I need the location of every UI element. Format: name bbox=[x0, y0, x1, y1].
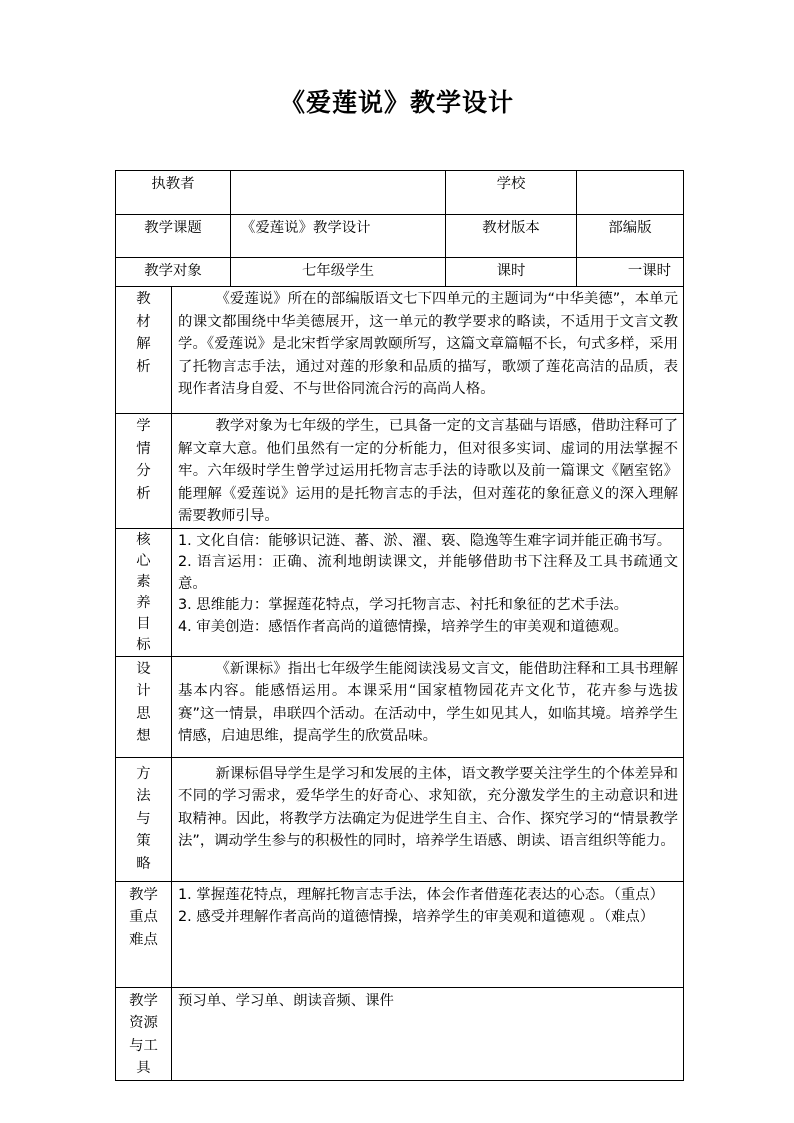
learner-analysis-row bbox=[116, 414, 684, 529]
resources-text: 预习单、学习单、朗读音频、课件 bbox=[172, 987, 684, 1080]
textbook-analysis-text: 《爱莲说》所在的部编版语文七下四单元的主题词为“中华美德”，本单元的课文都围绕中华美德展开，这一单元的教学要求的略读，不适用于文言文教学。《爱莲说》是北宋哲学家周敦颐所写，这篇文章篇幅不长，句式多样，采用了托物言志手法，通过对莲的形象和品质的描写，歌颂了莲花高洁的品质，表现作者洁身自爱、不与世俗同流合污的高尚人格。 bbox=[172, 287, 684, 414]
school-label: 学校 bbox=[446, 171, 577, 215]
resources-label: 教学 资源 与工 具 bbox=[116, 987, 172, 1080]
table-row bbox=[116, 258, 684, 287]
key-points-row bbox=[116, 881, 684, 987]
list-item: 1. 文化自信：能够识记涟、蕃、淤、濯、亵、隐逸等生难字词并能正确书写。 bbox=[178, 532, 672, 549]
list-item: 4. 审美创造：感悟作者高尚的道德情操，培养学生的审美观和道德观。 bbox=[178, 618, 629, 635]
lesson-design-table bbox=[115, 170, 684, 1081]
edition-label: 教材版本 bbox=[446, 215, 577, 258]
learner-analysis-text: 教学对象为七年级的学生，已具备一定的文言基础与语感，借助注释可了解文章大意。他们虽然有一定的分析能力，但对很多实词、虚词的用法掌握不牢。六年级时学生曾学过运用托物言志手法的诗歌以及前一篇课文《陋室铭》能理解《爱莲说》运用的是托物言志的手法，但对莲花的象征意义的深入理解需要教师引导。 bbox=[172, 414, 684, 529]
school-value bbox=[577, 171, 684, 215]
method-row bbox=[116, 757, 684, 881]
method-text: 新课标倡导学生是学习和发展的主体，语文教学要关注学生的个体差异和不同的学习需求，爱华学生的好奇心、求知欲，充分激发学生的主动意识和进取精神。因此，将教学方法确定为促进学生自主、合作、探究学习的“情景教学法”，调动学生参与的积极性的同时，培养学生语感、朗读、语言组织等能力。 bbox=[172, 757, 684, 881]
teacher-label: 执教者 bbox=[116, 171, 231, 215]
design-idea-row bbox=[116, 656, 684, 757]
method-label: 方 法 与 策 略 bbox=[116, 757, 172, 881]
table-row bbox=[116, 171, 684, 215]
topic-label: 教学课题 bbox=[116, 215, 231, 258]
list-item: 1. 掌握莲花特点，理解托物言志手法，体会作者借莲花表达的心态。（重点） bbox=[178, 886, 664, 903]
hours-value: 一课时 bbox=[577, 258, 684, 287]
topic-value: 《爱莲说》教学设计 bbox=[231, 215, 446, 258]
page-title: 《爱莲说》教学设计 bbox=[279, 88, 514, 117]
design-idea-text: 《新课标》指出七年级学生能阅读浅易文言文，能借助注释和工具书理解基本内容。能感悟运用。本课采用“国家植物园花卉文化节，花卉参与选拔赛”这一情景，串联四个活动。在活动中，学生如见其人，如临其境。培养学生情感，启迪思维，提高学生的欣赏品味。 bbox=[172, 656, 684, 757]
core-goals-label: 核 心 素 养 目 标 bbox=[116, 528, 172, 656]
resources-row bbox=[116, 987, 684, 1080]
edition-value: 部编版 bbox=[577, 215, 684, 258]
key-points-label: 教学 重点 难点 bbox=[116, 881, 172, 987]
textbook-analysis-label: 教 材 解 析 bbox=[116, 287, 172, 414]
textbook-analysis-row bbox=[116, 287, 684, 414]
learner-analysis-label: 学 情 分 析 bbox=[116, 414, 172, 529]
design-idea-label: 设 计 思 想 bbox=[116, 656, 172, 757]
key-points-list bbox=[172, 881, 684, 987]
list-item: 3. 思维能力：掌握莲花特点，学习托物言志、衬托和象征的艺术手法。 bbox=[178, 597, 629, 613]
core-goals-list bbox=[172, 528, 684, 656]
table-row bbox=[116, 215, 684, 258]
hours-label: 课时 bbox=[446, 258, 577, 287]
list-item: 2. 语言运用：正确、流利地朗读课文，并能够借助书下注释及工具书疏通文意。 bbox=[178, 554, 678, 592]
list-item: 2. 感受并理解作者高尚的道德情操，培养学生的审美观和道德观 。（难点） bbox=[178, 909, 655, 925]
target-value: 七年级学生 bbox=[231, 258, 446, 287]
core-goals-row bbox=[116, 528, 684, 656]
target-label: 教学对象 bbox=[116, 258, 231, 287]
teacher-value bbox=[231, 171, 446, 215]
